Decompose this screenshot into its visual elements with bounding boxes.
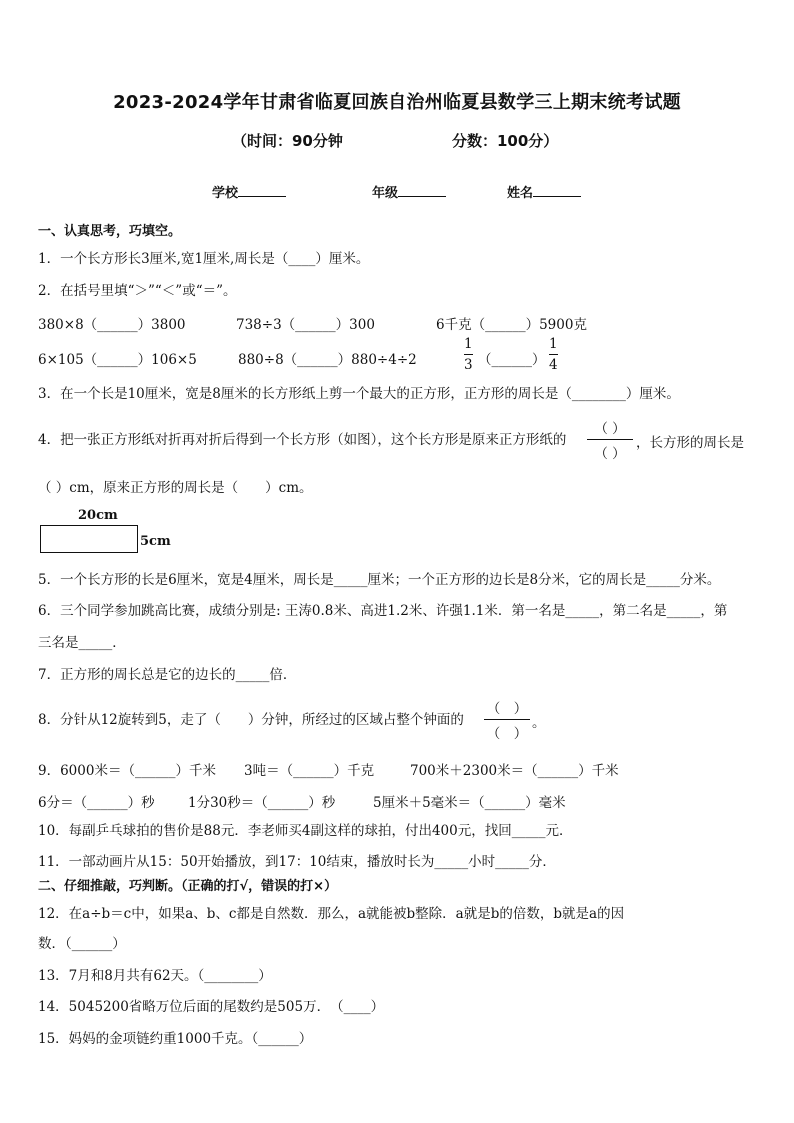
fraction-numerator: （ ） [594,421,626,437]
q9-item-4: 6分＝（______）秒 [38,795,155,811]
question-6-line-2: 三名是_____． [38,635,126,651]
question-11: 11．一部动画片从15：50开始播放，到17：10结束，播放时长为_____小时_____分． [38,854,556,870]
q2-fraction-left [464,336,473,373]
question-6-line-1: 6．三个同学参加跳高比赛，成绩分别是: 王涛0.8米、高进1.2米、许强1.1米．第一名是_____，第二名是_____，第 [38,603,728,619]
fraction-numerator: 1 [464,336,473,352]
name-label: 姓名 [507,186,534,201]
question-12-line-1: 12．在a÷b＝c中，如果a、b、c都是自然数．那么，a就能被b整除．a就是b的倍数，b就是a的因 [38,906,625,922]
q2-item-1: 380×8（______）3800 [38,317,186,333]
section2-heading: 二、仔细推敲，巧判断。（正确的打√，错误的打×） [38,879,338,894]
q9-item-6: 5厘米＋5毫米＝（______）毫米 [373,795,566,811]
exam-time: （时间：90分钟 [232,132,343,150]
grade-label: 年级 [372,186,399,201]
fraction-denominator: （ ） [594,446,626,462]
name-field [507,182,581,201]
question-8-part-a: 8．分针从12旋转到5，走了（ ）分钟，所经过的区域占整个钟面的 [38,712,464,728]
fraction-denominator: （ ） [486,726,528,742]
q2-item-4: 6×105（______）106×5 [38,352,197,368]
question-15: 15．妈妈的金项链约重1000千克。（______） [38,1031,313,1047]
q9-item-1: 9．6000米＝（______）千米 [38,763,216,779]
q9-item-5: 1分30秒＝（______）秒 [188,795,336,811]
question-3: 3．在一个长是10厘米，宽是8厘米的长方形纸上剪一个最大的正方形，正方形的周长是（________）厘米。 [38,386,680,402]
school-blank[interactable] [238,184,286,197]
school-field [212,182,286,201]
name-blank[interactable] [533,184,581,197]
question-14: 14．5045200省略万位后面的尾数约是505万． （____） [38,999,385,1015]
q9-item-3: 700米＋2300米＝（______）千米 [410,763,619,779]
q2-item-2: 738÷3（______）300 [236,317,375,333]
question-8-part-b: 。 [532,715,546,731]
school-label: 学校 [212,186,239,201]
section1-heading: 一、认真思考，巧填空。 [38,224,182,239]
page-title: 2023-2024学年甘肃省临夏回族自治州临夏县数学三上期末统考试题 [113,92,681,113]
q2-compare-blank: （______） [478,352,546,368]
question-4-part-a: 4．把一张正方形纸对折再对折后得到一个长方形（如图），这个长方形是原来正方形纸的 [38,432,567,448]
fraction-numerator: 1 [549,336,558,352]
fraction-denominator: 4 [549,357,558,373]
question-12-line-2: 数．（______） [38,936,126,952]
q2-item-5: 880÷8（______）880÷4÷2 [238,352,417,368]
q2-item-3: 6千克（______）5900克 [436,317,587,333]
question-4-line-2: （ ）cm，原来正方形的周长是（ ）cm。 [38,480,313,496]
question-7: 7．正方形的周长总是它的边长的_____倍． [38,667,297,683]
fraction-denominator: 3 [464,357,473,373]
grade-blank[interactable] [398,184,446,197]
figure-height-label: 5cm [140,534,171,549]
question-2: 2．在括号里填“＞”“＜”或“＝”。 [38,283,237,299]
question-10: 10．每副乒乓球拍的售价是88元．李老师买4副这样的球拍，付出400元，找回_____元． [38,823,573,839]
q8-fraction [484,697,530,742]
exam-score: 分数：100分） [452,132,559,150]
question-1: 1．一个长方形长3厘米,宽1厘米,周长是（____）厘米。 [38,251,370,267]
question-5: 5．一个长方形的长是6厘米，宽是4厘米，周长是_____厘米；一个正方形的边长是8分米，它的周长是_____分米。 [38,572,721,588]
rectangle-figure [40,525,138,553]
q2-fraction-right [549,336,558,373]
q9-item-2: 3吨＝（______）千克 [244,763,375,779]
question-13: 13．7月和8月共有62天。（________） [38,968,272,984]
q4-fraction [587,417,633,462]
fraction-numerator: （ ） [486,701,528,717]
grade-field [372,182,446,201]
figure-width-label: 20cm [78,508,118,523]
question-4-part-b: ，长方形的周长是 [636,435,744,451]
